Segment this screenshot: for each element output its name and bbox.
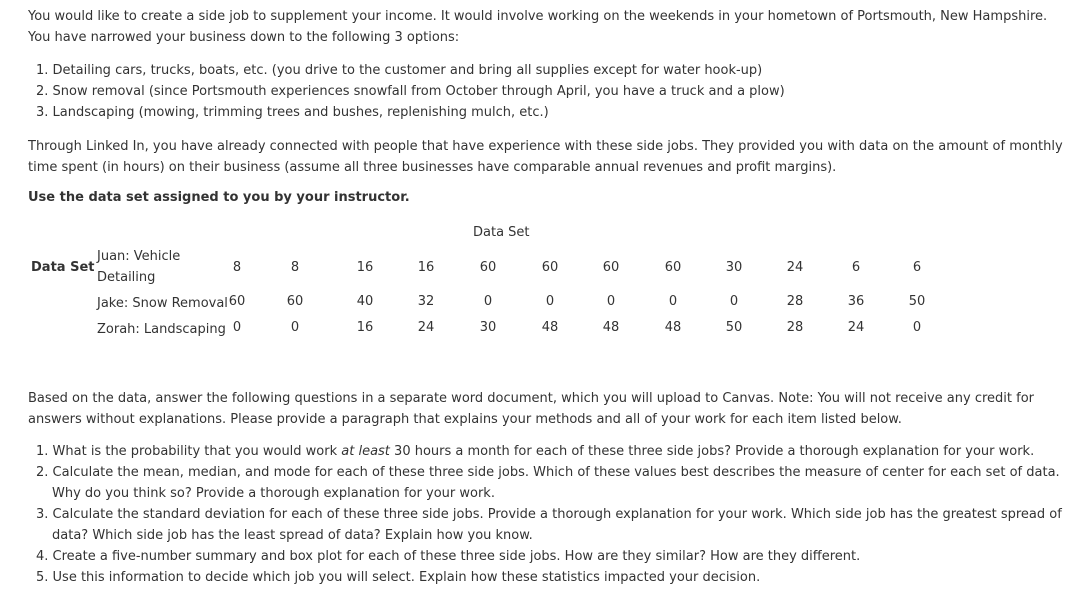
option-item: 1. Detailing cars, trucks, boats, etc. (you drive to the customer and bring all supplies except for water hook-up) xyxy=(36,63,763,78)
row-name-line: Juan: Vehicle xyxy=(97,249,181,264)
table-cell: 60 xyxy=(286,294,304,309)
table-cell: 16 xyxy=(417,260,435,275)
row-name-line: Detailing xyxy=(97,270,156,285)
table-row-label: Data Set xyxy=(31,260,95,275)
question-text: 4. Create a five-number summary and box plot for each of these three side jobs. How are they similar? How are they different. xyxy=(36,549,861,564)
question-text: 1. What is the probability that you would work xyxy=(36,444,342,459)
table-cell: 36 xyxy=(847,294,865,309)
table-title: Data Set xyxy=(473,225,530,240)
table-cell: 48 xyxy=(602,320,620,335)
table-cell: 0 xyxy=(545,294,555,309)
question-text: 2. Calculate the mean, median, and mode for each of these three side jobs. Which of these values best describes the measure of center for each set of data. Why do you think so? Provide a thorough explanation for your work. xyxy=(36,465,1060,501)
table-cell: 24 xyxy=(847,320,865,335)
table-cell: 0 xyxy=(483,294,493,309)
table-cell: 60 xyxy=(228,294,246,309)
option-item: 2. Snow removal (since Portsmouth experiences snowfall from October through April, you have a truck and a plow) xyxy=(36,84,785,99)
table-cell: 0 xyxy=(232,320,242,335)
table-cell: 32 xyxy=(417,294,435,309)
question-item xyxy=(36,567,1076,588)
table-cell: 40 xyxy=(356,294,374,309)
intro-paragraph: You would like to create a side job to supplement your income. It would involve working on the weekends in your hometown of Portsmouth, New Hampshire. You have narrowed your business down to the following 3 options: xyxy=(28,9,1048,45)
answer-paragraph: Based on the data, answer the following questions in a separate word document, which you will upload to Canvas. Note: You will not receive any credit for answers without explanations. Please provide a paragraph that explains your methods and all of your work for each item listed below. xyxy=(28,391,1035,427)
table-cell: 6 xyxy=(851,260,861,275)
table-cell: 50 xyxy=(725,320,743,335)
question-text: 5. Use this information to decide which job you will select. Explain how these statistics impacted your decision. xyxy=(36,570,761,585)
question-emphasis: at least xyxy=(341,444,390,459)
linkedin-paragraph: Through Linked In, you have already connected with people that have experience with these side jobs. They provided you with data on the amount of monthly time spent (in hours) on their business (assume all three businesses have comparable annual revenues and profit margins). xyxy=(28,139,1063,175)
question-text: 3. Calculate the standard deviation for each of these three side jobs. Provide a thorough explanation for your work. Which side job has the greatest spread of data? Which side job has the least spread of data? Explain how you know. xyxy=(36,507,1062,543)
question-item xyxy=(36,546,1076,567)
row-name-juan xyxy=(97,246,180,288)
question-item xyxy=(36,462,1076,504)
table-cell: 60 xyxy=(602,260,620,275)
question-item xyxy=(36,441,1076,462)
table-cell: 60 xyxy=(479,260,497,275)
instruction-text: Use the data set assigned to you by your instructor. xyxy=(28,190,410,205)
table-cell: 28 xyxy=(786,320,804,335)
table-cell: 30 xyxy=(479,320,497,335)
row-name-jake: Jake: Snow Removal xyxy=(97,296,228,311)
table-cell: 48 xyxy=(541,320,559,335)
table-cell: 48 xyxy=(664,320,682,335)
table-cell: 0 xyxy=(729,294,739,309)
table-cell: 8 xyxy=(290,260,300,275)
table-cell: 0 xyxy=(606,294,616,309)
row-name-zorah: Zorah: Landscaping xyxy=(97,322,226,337)
table-cell: 8 xyxy=(232,260,242,275)
option-item: 3. Landscaping (mowing, trimming trees and bushes, replenishing mulch, etc.) xyxy=(36,105,549,120)
questions-list xyxy=(36,441,1076,588)
table-cell: 30 xyxy=(725,260,743,275)
table-cell: 16 xyxy=(356,260,374,275)
table-cell: 0 xyxy=(912,320,922,335)
table-cell: 6 xyxy=(912,260,922,275)
question-text: 30 hours a month for each of these three side jobs? Provide a thorough explanation for your work. xyxy=(389,444,1035,459)
table-cell: 24 xyxy=(786,260,804,275)
table-cell: 16 xyxy=(356,320,374,335)
table-cell: 50 xyxy=(908,294,926,309)
table-cell: 60 xyxy=(664,260,682,275)
table-cell: 0 xyxy=(290,320,300,335)
table-cell: 28 xyxy=(786,294,804,309)
table-cell: 24 xyxy=(417,320,435,335)
table-cell: 60 xyxy=(541,260,559,275)
question-item xyxy=(36,504,1076,546)
options-list xyxy=(36,60,785,123)
table-cell: 0 xyxy=(668,294,678,309)
